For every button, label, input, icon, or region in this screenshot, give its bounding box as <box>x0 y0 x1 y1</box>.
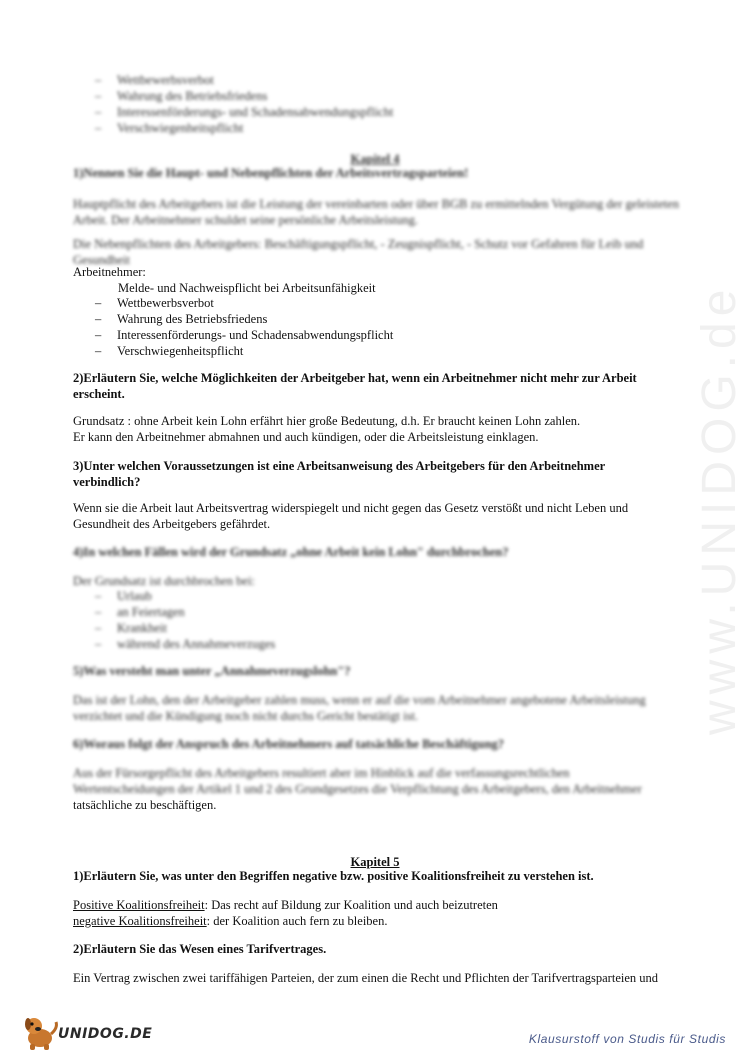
list-item: – Wahrung des Betriebsfriedens <box>95 312 268 326</box>
list-item: – Wettbewerbsverbot <box>95 296 214 310</box>
chapter-5-title: Kapitel 5 <box>350 855 400 869</box>
ch5-answer-2: Ein Vertrag zwischen zwei tariffähigen Parteien, der zum einen die Recht und Pflichten der Tarifvertragsparteien und <box>73 971 659 985</box>
ch4-answer-4-intro: Der Grundsatz ist durchbrochen bei: <box>73 574 255 588</box>
ch4-answer-5: Das ist der Lohn, den der Arbeitgeber zahlen muss, wenn er auf die vom Arbeitnehmer angebotene Arbeitsleistung verzichtet und die Kündigung noch nicht durchs Gericht bestätigt ist. <box>73 693 646 723</box>
list-item: – Interessenförderungs- und Schadensabwendungspflicht <box>95 328 394 342</box>
ch4-question-4: 4)In welchen Fällen wird der Grundsatz „ohne Arbeit kein Lohn" durchbrochen? <box>73 545 509 559</box>
ch5-question-1: 1)Erläutern Sie, was unter den Begriffen negative bzw. positive Koalitionsfreiheit zu verstehen ist. <box>73 869 594 883</box>
ch4-question-2: 2)Erläutern Sie, welche Möglichkeiten der Arbeitgeber hat, wenn ein Arbeitnehmer nicht mehr zur Arbeit erscheint. <box>73 371 637 401</box>
employee-label: Arbeitnehmer: <box>73 265 146 279</box>
dog-icon <box>20 1012 60 1052</box>
negative-term: negative Koalitionsfreiheit <box>73 914 207 928</box>
list-item: – an Feiertagen <box>95 605 185 619</box>
ch4-question-3: 3)Unter welchen Voraussetzungen ist eine Arbeitsanweisung des Arbeitgebers für den Arbeitnehmer verbindlich? <box>73 459 606 489</box>
ch4-answer-1b: Die Nebenpflichten des Arbeitgebers: Beschäftigungspflicht, - Zeugnispflicht, - Schutz vor Gefahren für Leib und Gesundheit <box>73 237 644 267</box>
list-item: – Wahrung des Betriebsfriedens <box>95 89 268 103</box>
brand-text: UNIDOG.DE <box>58 1026 153 1042</box>
unidog-logo[interactable] <box>20 1012 160 1052</box>
ch4-question-1: 1)Nennen Sie die Haupt- und Nebenpflichten der Arbeitsvertragsparteien! <box>73 166 469 180</box>
footer-tagline: Klausurstoff von Studis für Studis <box>528 1032 726 1046</box>
ch4-answer-2: Grundsatz : ohne Arbeit kein Lohn erfährt hier große Bedeutung, d.h. Er braucht keinen Lohn zahlen. Er kann den Arbeitnehmer abmahnen und auch kündigen, oder die Arbeitsleistung einklagen. <box>73 414 581 444</box>
list-item: – während des Annahmeverzuges <box>95 637 276 651</box>
list-item: – Verschwiegenheitspflicht <box>95 121 244 135</box>
top-list <box>95 72 393 136</box>
ch4-question-5: 5)Was versteht man unter „Annahmeverzugslohn"? <box>73 664 351 678</box>
ch4-answer-3: Wenn sie die Arbeit laut Arbeitsvertrag widerspiegelt und nicht gegen das Gesetz verstößt und nicht Leben und Gesundheit des Arbeitgebers gefährdet. <box>73 501 629 531</box>
list-item: – Urlaub <box>95 589 152 603</box>
watermark-text: www.UNIDOG.de <box>693 283 746 735</box>
employee-first-duty: Melde- und Nachweispflicht bei Arbeitsunfähigkeit <box>118 281 376 295</box>
list-item: – Interessenförderungs- und Schadensabwendungspflicht <box>95 105 394 119</box>
list-item: – Verschwiegenheitspflicht <box>95 344 244 358</box>
employee-duty-list <box>95 295 393 359</box>
ch5-question-2: 2)Erläutern Sie das Wesen eines Tarifvertrages. <box>73 942 327 956</box>
ch5-answer-1: Positive Koalitionsfreiheit: Das recht auf Bildung zur Koalition und auch beizutreten negative Koalitionsfreiheit: der Koalition auch fern zu bleiben. <box>73 898 498 928</box>
ch4-answer-1: Hauptpflicht des Arbeitgebers ist die Leistung der vereinbarten oder über BGB zu ermittelnden Vergütung der geleisteten Arbeit. Der Arbeitnehmer schuldet seine persönliche Arbeitsleistung. <box>73 197 679 227</box>
chapter-4-title: Kapitel 4 <box>350 152 400 166</box>
list-item: – Wettbewerbsverbot <box>95 73 214 87</box>
watermark <box>692 280 750 740</box>
ch4-answer-4-list <box>95 588 275 652</box>
positive-term: Positive Koalitionsfreiheit <box>73 898 205 912</box>
ch4-question-6: 6)Woraus folgt der Anspruch des Arbeitnehmers auf tatsächliche Beschäftigung? <box>73 737 505 751</box>
ch4-answer-6: Aus der Fürsorgepflicht des Arbeitgebers resultiert aber im Hinblick auf die verfassungsrechtlichen Wertentscheidungen der Artikel 1 und 2 des Grundgesetzes die Verpflichtung des Arbeitgebers, den Arbeitnehmer tatsächliche zu beschäftigen. <box>73 766 642 812</box>
list-item: – Krankheit <box>95 621 167 635</box>
